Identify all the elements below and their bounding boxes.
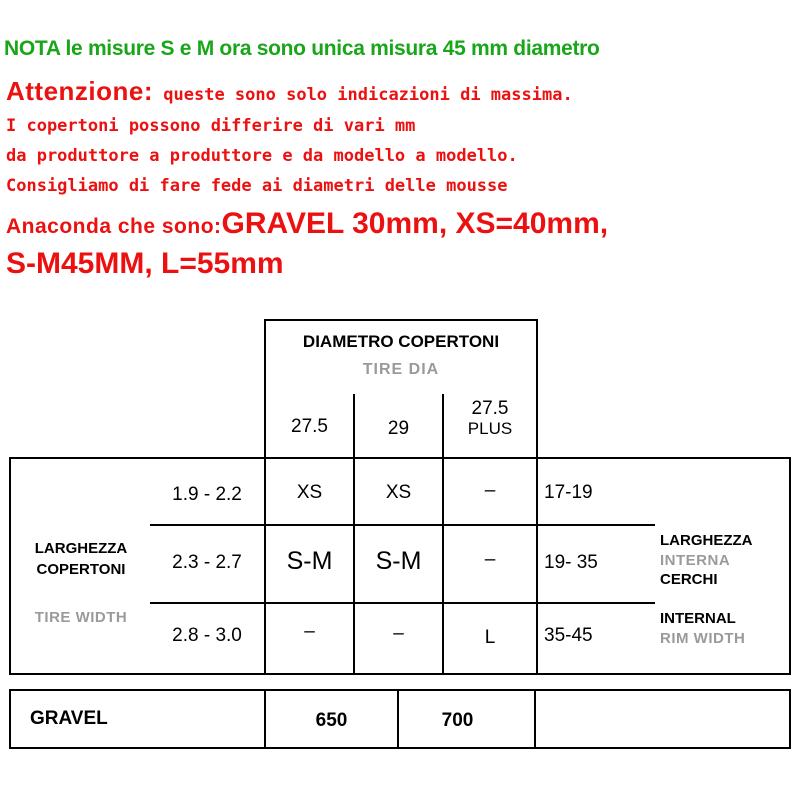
right-label-line-4: INTERNAL — [660, 609, 736, 627]
tire-width-range-1: 1.9 - 2.2 — [172, 484, 242, 505]
warning-text-1: queste sono solo indicazioni di massima. — [153, 85, 573, 105]
size-cell: – — [484, 480, 496, 501]
table-line — [536, 319, 538, 459]
right-label-line-3: CERCHI — [660, 570, 718, 588]
table-line — [9, 689, 791, 691]
size-cell: XS — [385, 482, 412, 503]
table-line — [9, 747, 791, 749]
warning-line-5 — [6, 207, 608, 241]
table-line — [536, 457, 538, 675]
right-label-line-5: RIM WIDTH — [660, 629, 746, 647]
table-line — [264, 319, 538, 321]
right-label-line-2: INTERNA — [660, 551, 731, 569]
gravel-value-700: 700 — [441, 710, 474, 731]
warning-line-3: da produttore a produttore e da modello a modello. — [6, 146, 518, 166]
warning-line-1 — [6, 76, 573, 107]
size-cell: – — [304, 621, 315, 642]
size-cell: – — [484, 549, 496, 570]
table-header-title: DIAMETRO COPERTONI — [302, 332, 500, 351]
left-label-line-2: COPERTONI — [36, 560, 126, 578]
left-label-line-1: LARGHEZZA — [34, 539, 128, 557]
column-header-27-5: 27.5 — [291, 416, 328, 437]
table-line — [9, 673, 791, 675]
size-cell: S-M — [375, 546, 422, 575]
rim-width-range-2: 19- 35 — [544, 552, 598, 573]
rim-width-range-3: 35-45 — [544, 625, 593, 646]
table-line — [534, 689, 536, 749]
right-label-line-1: LARGHEZZA — [660, 531, 753, 549]
warning-line-2: I copertoni possono differire di vari mm — [6, 116, 416, 136]
tire-width-range-3: 2.8 - 3.0 — [172, 625, 242, 646]
size-cell: XS — [296, 482, 323, 503]
column-header-plus: PLUS — [467, 419, 513, 438]
tire-width-range-2: 2.3 - 2.7 — [172, 552, 242, 573]
rim-width-range-1: 17-19 — [544, 482, 593, 503]
left-label-english: TIRE WIDTH — [34, 608, 128, 626]
warning-line-4: Consigliamo di fare fede ai diametri delle mousse — [6, 176, 508, 196]
warning-line-5-sizes: GRAVEL 30mm, XS=40mm, — [221, 207, 609, 240]
gravel-label: GRAVEL — [30, 708, 108, 729]
gravel-value-650: 650 — [315, 710, 348, 731]
table-line — [150, 602, 655, 604]
size-cell: S-M — [286, 546, 333, 575]
size-cell: L — [484, 627, 496, 648]
warning-line-5-prefix: Anaconda che sono: — [6, 215, 222, 238]
table-line — [9, 689, 11, 749]
table-line — [789, 689, 791, 749]
table-line — [9, 457, 791, 459]
column-header-27-5-plus-num: 27.5 — [471, 398, 509, 419]
note-text: NOTA le misure S e M ora sono unica misura 45 mm diametro — [4, 37, 600, 60]
size-cell: – — [393, 623, 404, 644]
column-header-29: 29 — [387, 418, 410, 439]
table-header-subtitle: TIRE DIA — [362, 361, 440, 378]
warning-line-6: S-M45MM, L=55mm — [6, 247, 284, 280]
table-line — [150, 524, 655, 526]
warning-title: Attenzione: — [6, 76, 154, 106]
